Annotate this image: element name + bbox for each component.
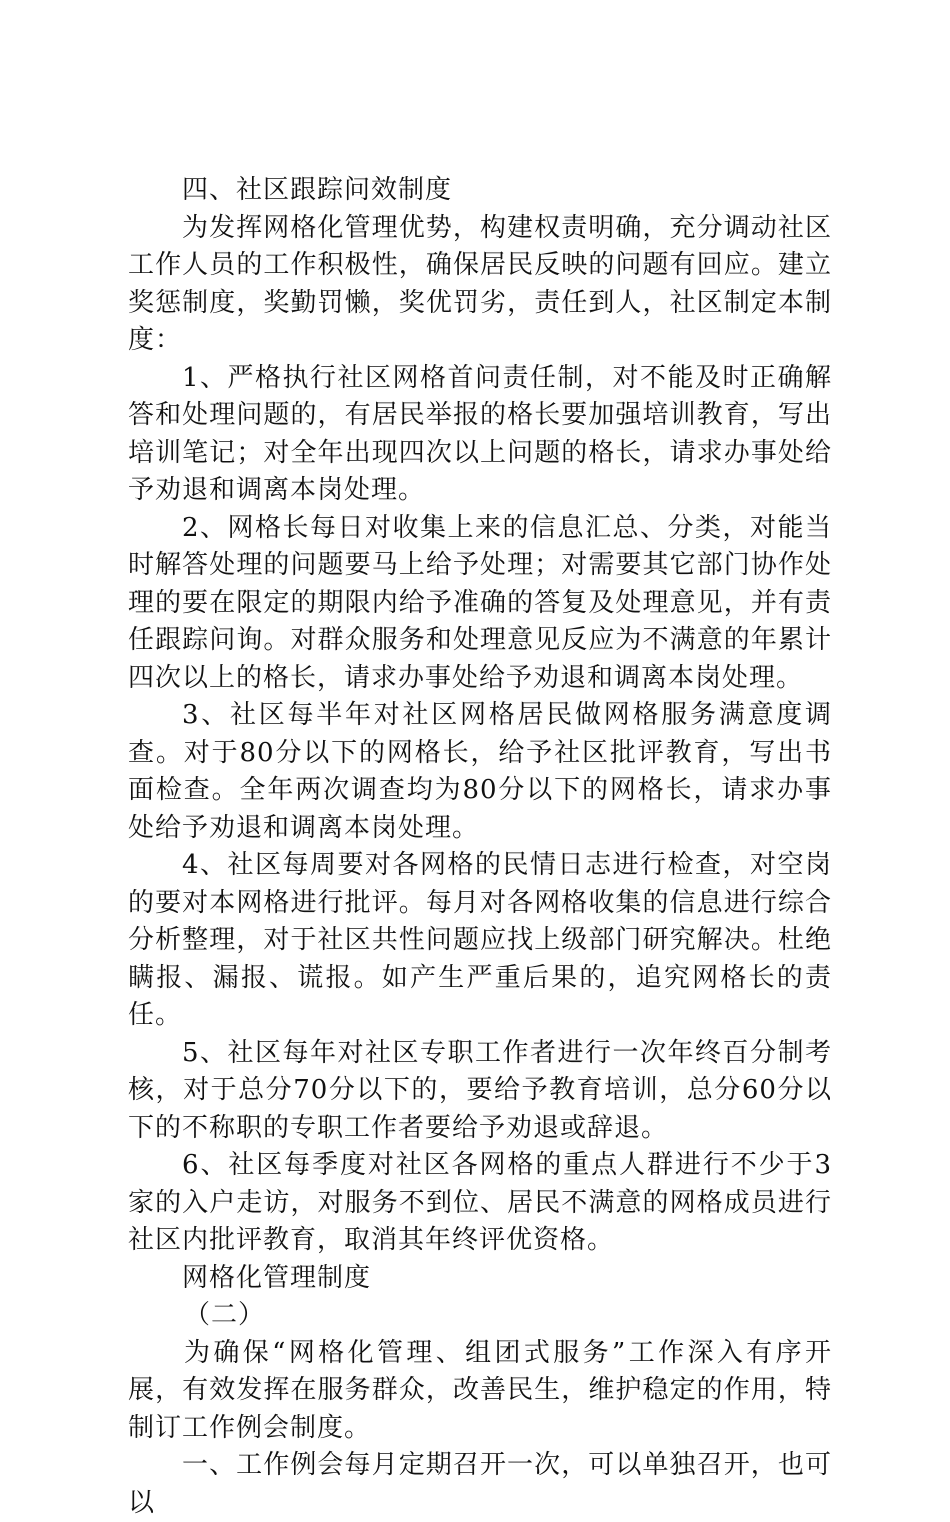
document-body bbox=[128, 172, 832, 1522]
rule-item-3: 3、社区每半年对社区网格居民做网格服务满意度调查。对于80分以下的网格长，给予社区批评教育，写出书面检查。全年两次调查均为80分以下的网格长，请求办事处给予劝退和调离本岗处理。 bbox=[128, 700, 832, 843]
section2-item-1: 一、工作例会每月定期召开一次，可以单独召开，也可以 bbox=[128, 1450, 832, 1518]
rule-item-6: 6、社区每季度对社区各网格的重点人群进行不少于3家的入户走访，对服务不到位、居民不满意的网格成员进行社区内批评教育，取消其年终评优资格。 bbox=[128, 1150, 832, 1255]
intro-paragraph: 为发挥网格化管理优势，构建权责明确，充分调动社区工作人员的工作积极性，确保居民反映的问题有回应。建立奖惩制度，奖勤罚懒，奖优罚劣，责任到人，社区制定本制度： bbox=[128, 212, 832, 355]
rule-item-5: 5、社区每年对社区专职工作者进行一次年终百分制考核，对于总分70分以下的，要给予教育培训，总分60分以下的不称职的专职工作者要给予劝退或辞退。 bbox=[128, 1037, 832, 1143]
section2-number: （二） bbox=[184, 1300, 266, 1330]
section2-title: 网格化管理制度 bbox=[182, 1262, 372, 1293]
rule-item-2: 2、网格长每日对收集上来的信息汇总、分类，对能当时解答处理的问题要马上给予处理；对需要其它部门协作处理的要在限定的期限内给予准确的答复及处理意见，并有责任跟踪问询。对群众服务和处理意见反应为不满意的年累计四次以上的格长，请求办事处给予劝退和调离本岗处理。 bbox=[128, 512, 832, 693]
rule-item-4: 4、社区每周要对各网格的民情日志进行检查，对空岗的要对本网格进行批评。每月对各网格收集的信息进行综合分析整理，对于社区共性问题应找上级部门研究解决。杜绝瞒报、漏报、谎报。如产生严重后果的，追究网格长的责任。 bbox=[128, 850, 832, 1030]
rule-item-1: 1、严格执行社区网格首问责任制，对不能及时正确解答和处理问题的，有居民举报的格长要加强培训教育，写出培训笔记；对全年出现四次以上问题的格长，请求办事处给予劝退和调离本岗处理。 bbox=[128, 362, 832, 505]
section-heading: 四、社区跟踪问效制度 bbox=[182, 175, 453, 205]
section2-intro: 为确保“网格化管理、组团式服务”工作深入有序开展，有效发挥在服务群众，改善民生，维护稳定的作用，特制订工作例会制度。 bbox=[128, 1337, 832, 1443]
